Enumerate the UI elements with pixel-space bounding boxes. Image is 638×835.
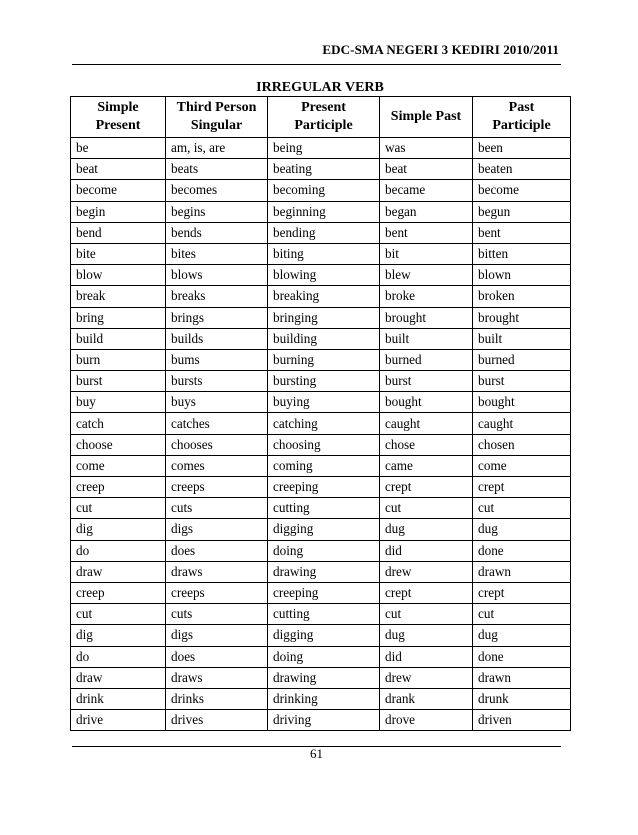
table-cell: burn	[71, 349, 166, 370]
table-cell: beat	[71, 159, 166, 180]
table-cell: drinks	[166, 688, 268, 709]
table-row	[71, 371, 571, 392]
column-header-line: Participle	[294, 118, 353, 133]
table-row	[71, 646, 571, 667]
table-header-row	[71, 97, 571, 138]
table-cell: does	[166, 540, 268, 561]
table-cell: biting	[268, 243, 380, 264]
table-cell: coming	[268, 455, 380, 476]
table-cell: bitten	[473, 243, 571, 264]
table-row	[71, 180, 571, 201]
table-cell: become	[71, 180, 166, 201]
table-cell: brings	[166, 307, 268, 328]
table-cell: driven	[473, 710, 571, 731]
table-cell: beaten	[473, 159, 571, 180]
table-cell: buy	[71, 392, 166, 413]
table-cell: drawing	[268, 667, 380, 688]
table-cell: digs	[166, 625, 268, 646]
table-cell: bursting	[268, 371, 380, 392]
table-row	[71, 519, 571, 540]
table-cell: cut	[71, 604, 166, 625]
table-cell: dug	[473, 519, 571, 540]
header-rule	[72, 64, 561, 65]
column-header-present-participle	[268, 97, 380, 138]
table-cell: dug	[380, 625, 473, 646]
table-cell: came	[380, 455, 473, 476]
irregular-verb-table	[70, 96, 571, 731]
table-row	[71, 604, 571, 625]
table-row	[71, 286, 571, 307]
column-header-simple-past	[380, 97, 473, 138]
table-cell: bit	[380, 243, 473, 264]
table-cell: blows	[166, 265, 268, 286]
table-cell: bent	[473, 222, 571, 243]
table-cell: was	[380, 138, 473, 159]
table-cell: creeping	[268, 582, 380, 603]
table-cell: beginning	[268, 201, 380, 222]
table-cell: choosing	[268, 434, 380, 455]
table-cell: become	[473, 180, 571, 201]
table-cell: catches	[166, 413, 268, 434]
table-cell: cut	[380, 498, 473, 519]
table-cell: crept	[473, 477, 571, 498]
table-cell: chooses	[166, 434, 268, 455]
table-cell: burned	[380, 349, 473, 370]
column-header-third-person-singular	[166, 97, 268, 138]
table-cell: chosen	[473, 434, 571, 455]
table-cell: began	[380, 201, 473, 222]
table-cell: bursts	[166, 371, 268, 392]
table-cell: bums	[166, 349, 268, 370]
column-header-line: Singular	[190, 118, 243, 133]
table-cell: bringing	[268, 307, 380, 328]
table-cell: dug	[380, 519, 473, 540]
column-header-line: Participle	[492, 118, 551, 133]
table-cell: cutting	[268, 498, 380, 519]
table-cell: bites	[166, 243, 268, 264]
table-cell: did	[380, 646, 473, 667]
table-cell: crept	[380, 477, 473, 498]
table-row	[71, 540, 571, 561]
table-cell: bought	[473, 392, 571, 413]
column-header-simple-present	[71, 97, 166, 138]
table-cell: bend	[71, 222, 166, 243]
table-cell: am, is, are	[166, 138, 268, 159]
table-cell: drink	[71, 688, 166, 709]
table-row	[71, 667, 571, 688]
table-cell: buys	[166, 392, 268, 413]
table-row	[71, 625, 571, 646]
table-cell: buying	[268, 392, 380, 413]
table-cell: blew	[380, 265, 473, 286]
table-row	[71, 138, 571, 159]
table-cell: beat	[380, 159, 473, 180]
table-cell: bends	[166, 222, 268, 243]
table-cell: cut	[473, 498, 571, 519]
column-header-line: Past	[508, 100, 535, 115]
table-row	[71, 349, 571, 370]
page-number: 61	[310, 746, 323, 761]
table-cell: bite	[71, 243, 166, 264]
table-cell: bending	[268, 222, 380, 243]
table-cell: creeps	[166, 477, 268, 498]
table-cell: build	[71, 328, 166, 349]
table-cell: builds	[166, 328, 268, 349]
table-cell: drive	[71, 710, 166, 731]
table-cell: cutting	[268, 604, 380, 625]
table-cell: drew	[380, 561, 473, 582]
table-cell: becomes	[166, 180, 268, 201]
table-cell: chose	[380, 434, 473, 455]
column-header-line: Third Person	[176, 100, 257, 115]
table-cell: broke	[380, 286, 473, 307]
table-cell: creep	[71, 582, 166, 603]
table-cell: breaks	[166, 286, 268, 307]
table-cell: did	[380, 540, 473, 561]
table-cell: blowing	[268, 265, 380, 286]
table-cell: creeps	[166, 582, 268, 603]
table-row	[71, 455, 571, 476]
table-cell: beats	[166, 159, 268, 180]
table-cell: break	[71, 286, 166, 307]
table-cell: drives	[166, 710, 268, 731]
table-cell: begin	[71, 201, 166, 222]
table-cell: broken	[473, 286, 571, 307]
table-cell: crept	[473, 582, 571, 603]
table-cell: drawing	[268, 561, 380, 582]
page-header: EDC-SMA NEGERI 3 KEDIRI 2010/2011	[322, 42, 559, 57]
table-cell: drinking	[268, 688, 380, 709]
table-cell: burned	[473, 349, 571, 370]
table-cell: building	[268, 328, 380, 349]
table-cell: creep	[71, 477, 166, 498]
column-header-line: Present	[95, 118, 141, 133]
table-cell: digging	[268, 625, 380, 646]
table-cell: cuts	[166, 498, 268, 519]
column-header-past-participle	[473, 97, 571, 138]
table-row	[71, 328, 571, 349]
table-row	[71, 159, 571, 180]
table-cell: done	[473, 646, 571, 667]
table-cell: comes	[166, 455, 268, 476]
table-cell: doing	[268, 646, 380, 667]
table-row	[71, 477, 571, 498]
table-cell: became	[380, 180, 473, 201]
table-row	[71, 582, 571, 603]
table-cell: do	[71, 646, 166, 667]
table-cell: burning	[268, 349, 380, 370]
table-cell: drawn	[473, 561, 571, 582]
table-cell: dug	[473, 625, 571, 646]
table-cell: burst	[473, 371, 571, 392]
table-cell: been	[473, 138, 571, 159]
table-cell: bought	[380, 392, 473, 413]
table-cell: doing	[268, 540, 380, 561]
table-cell: catch	[71, 413, 166, 434]
table-body	[71, 138, 571, 731]
table-row	[71, 201, 571, 222]
table-cell: caught	[380, 413, 473, 434]
table-cell: drawn	[473, 667, 571, 688]
table-row	[71, 498, 571, 519]
table-cell: draw	[71, 667, 166, 688]
table-cell: done	[473, 540, 571, 561]
table-cell: blown	[473, 265, 571, 286]
table-cell: cut	[71, 498, 166, 519]
table-cell: burst	[71, 371, 166, 392]
table-row	[71, 413, 571, 434]
table-cell: built	[380, 328, 473, 349]
table-cell: come	[473, 455, 571, 476]
table-cell: dig	[71, 519, 166, 540]
table-cell: bent	[380, 222, 473, 243]
table-cell: breaking	[268, 286, 380, 307]
column-header-line: Present	[301, 100, 346, 115]
table-cell: burst	[380, 371, 473, 392]
table-cell: crept	[380, 582, 473, 603]
table-cell: driving	[268, 710, 380, 731]
table-cell: drew	[380, 667, 473, 688]
table-cell: draws	[166, 667, 268, 688]
table-cell: draws	[166, 561, 268, 582]
table-row	[71, 243, 571, 264]
table-cell: drunk	[473, 688, 571, 709]
table-cell: drove	[380, 710, 473, 731]
table-cell: dig	[71, 625, 166, 646]
table-cell: draw	[71, 561, 166, 582]
table-row	[71, 561, 571, 582]
column-header-line: Simple	[97, 100, 139, 115]
table-cell: cut	[380, 604, 473, 625]
table-cell: cuts	[166, 604, 268, 625]
table-cell: do	[71, 540, 166, 561]
table-cell: cut	[473, 604, 571, 625]
table-cell: does	[166, 646, 268, 667]
table-cell: built	[473, 328, 571, 349]
table-row	[71, 688, 571, 709]
table-cell: brought	[380, 307, 473, 328]
table-cell: begins	[166, 201, 268, 222]
table-cell: beating	[268, 159, 380, 180]
table-cell: choose	[71, 434, 166, 455]
column-header-line: Simple Past	[390, 109, 462, 124]
table-cell: digging	[268, 519, 380, 540]
table-row	[71, 434, 571, 455]
table-cell: digs	[166, 519, 268, 540]
table-cell: becoming	[268, 180, 380, 201]
table-row	[71, 265, 571, 286]
table-cell: creeping	[268, 477, 380, 498]
table-row	[71, 307, 571, 328]
table-cell: begun	[473, 201, 571, 222]
table-cell: being	[268, 138, 380, 159]
table-cell: come	[71, 455, 166, 476]
table-row	[71, 222, 571, 243]
table-cell: be	[71, 138, 166, 159]
table-row	[71, 392, 571, 413]
table-cell: drank	[380, 688, 473, 709]
table-cell: brought	[473, 307, 571, 328]
table-row	[71, 710, 571, 731]
table-cell: catching	[268, 413, 380, 434]
table-cell: bring	[71, 307, 166, 328]
table-cell: blow	[71, 265, 166, 286]
table-cell: caught	[473, 413, 571, 434]
table-title: IRREGULAR VERB	[256, 80, 384, 95]
